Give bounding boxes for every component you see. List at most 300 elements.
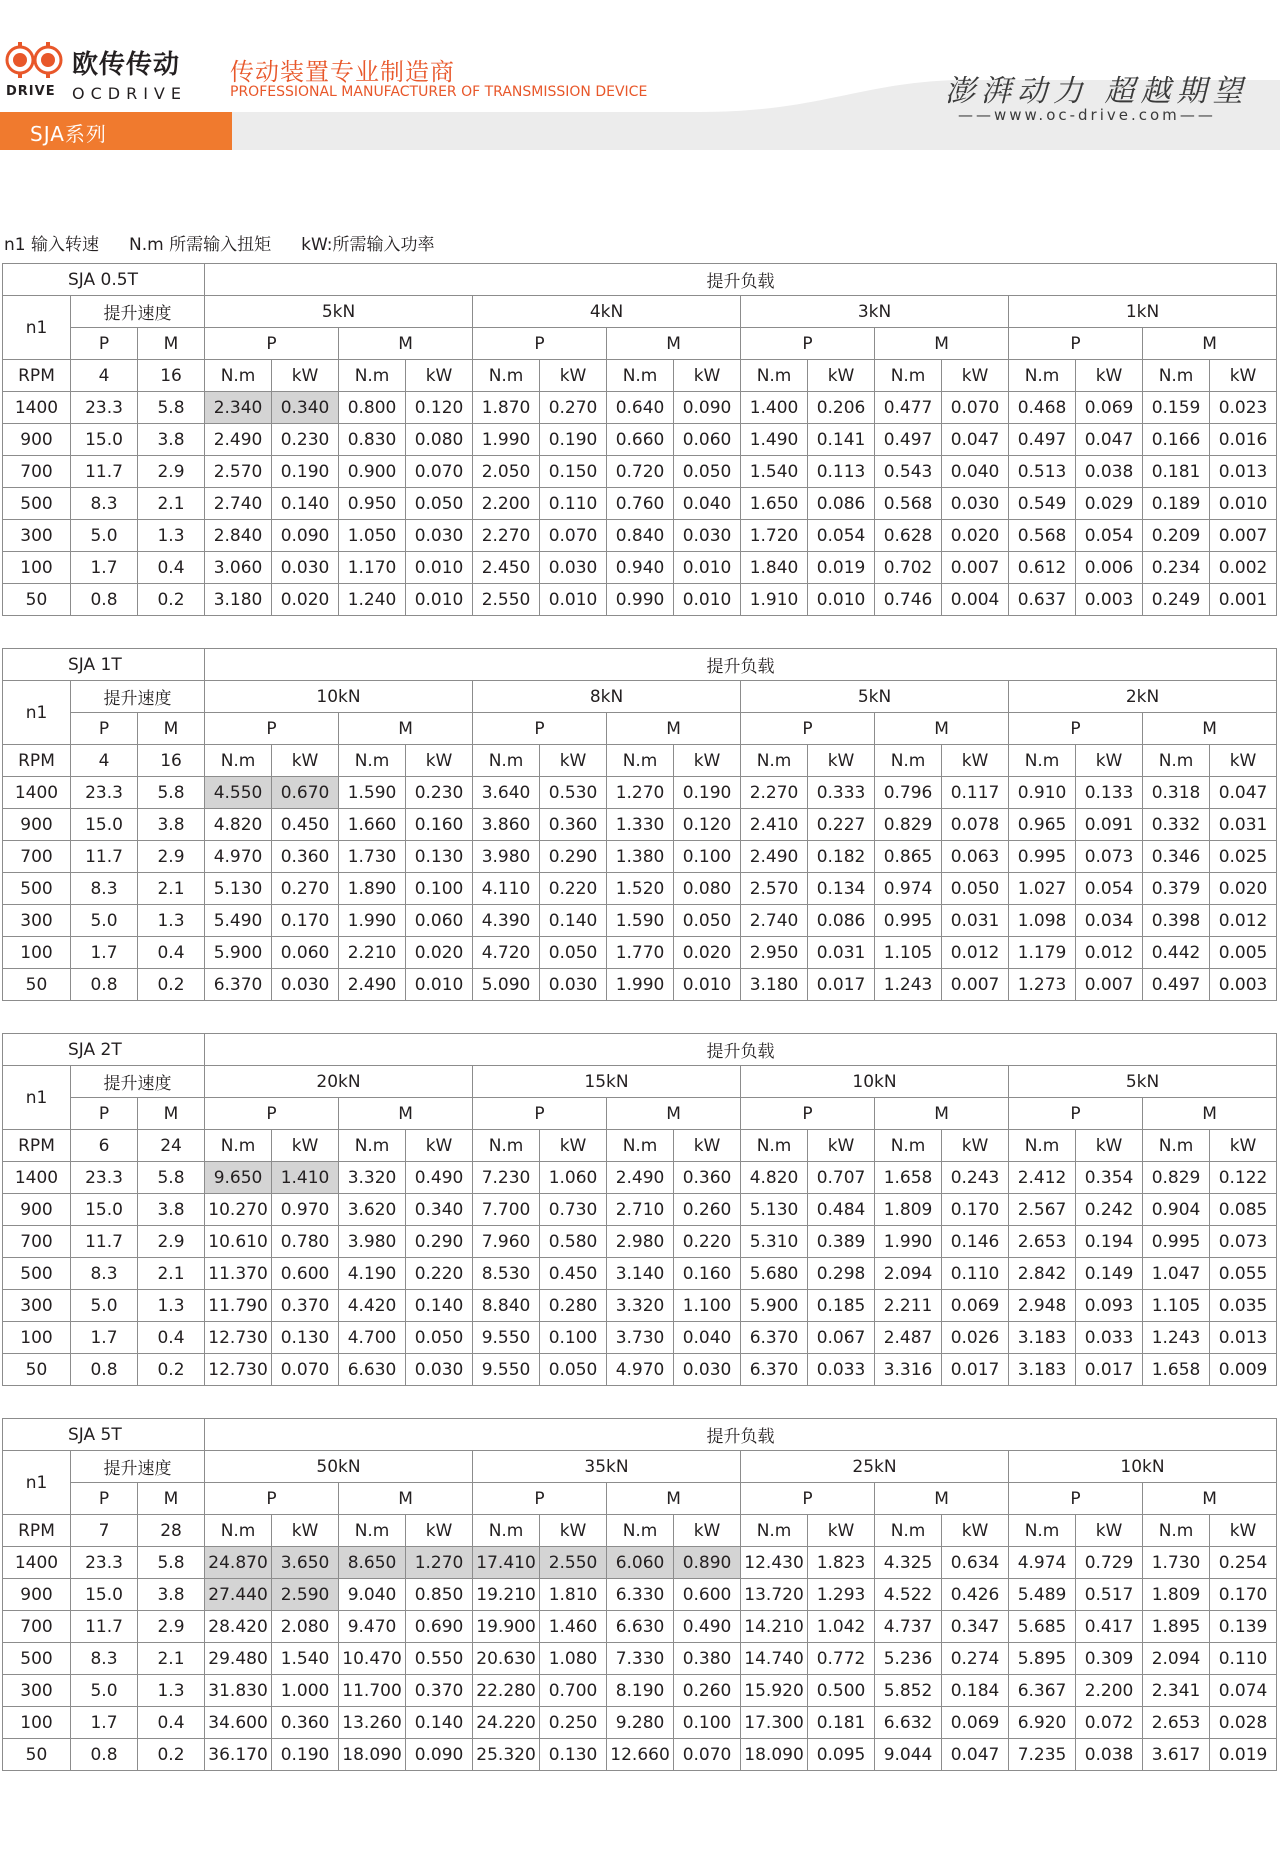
data-cell: 18.090 [741, 1739, 808, 1771]
unit-nm-cell: N.m [205, 1130, 272, 1162]
data-cell: 1.770 [607, 937, 674, 969]
data-cell: 0.110 [540, 488, 607, 520]
table-row [3, 1290, 1277, 1322]
data-cell: 0.170 [942, 1194, 1009, 1226]
data-cell: 0.005 [1210, 937, 1277, 969]
data-cell: 0.702 [875, 552, 942, 584]
data-cell: 3.320 [607, 1290, 674, 1322]
unit-kw-cell: kW [808, 1130, 875, 1162]
p-group-header-cell: P [1009, 713, 1143, 745]
data-cell: 500 [3, 873, 71, 905]
data-cell: 4.700 [339, 1322, 406, 1354]
data-cell: 0.040 [942, 456, 1009, 488]
data-cell: 1.7 [71, 937, 138, 969]
data-cell: 50 [3, 1739, 71, 1771]
data-cell: 4.420 [339, 1290, 406, 1322]
data-cell: 2.490 [205, 424, 272, 456]
data-cell: 0.417 [1076, 1611, 1143, 1643]
data-cell: 2.570 [741, 873, 808, 905]
data-cell: 1.990 [339, 905, 406, 937]
table-row [3, 969, 1277, 1001]
m-group-header-cell: M [875, 1098, 1009, 1130]
data-cell: 1.3 [138, 520, 205, 552]
data-cell: 0.298 [808, 1258, 875, 1290]
table-row [3, 1194, 1277, 1226]
data-cell: 0.182 [808, 841, 875, 873]
data-cell: 0.010 [674, 552, 741, 584]
unit-nm-cell: N.m [741, 1515, 808, 1547]
data-cell: 1.490 [741, 424, 808, 456]
data-cell: 0.185 [808, 1290, 875, 1322]
data-cell: 0.030 [272, 552, 339, 584]
data-cell: 0.490 [674, 1611, 741, 1643]
data-cell: 2.710 [607, 1194, 674, 1226]
data-cell: 2.567 [1009, 1194, 1076, 1226]
data-cell: 1.000 [272, 1675, 339, 1707]
data-cell: 1.7 [71, 552, 138, 584]
data-cell: 0.500 [808, 1675, 875, 1707]
speed-p-header-cell: P [71, 1483, 138, 1515]
unit-kw-cell: kW [942, 745, 1009, 777]
logo-gear-icon [2, 34, 72, 84]
unit-kw-cell: kW [942, 360, 1009, 392]
data-cell: 0.637 [1009, 584, 1076, 616]
data-cell: 0.090 [272, 520, 339, 552]
data-cell: 1.027 [1009, 873, 1076, 905]
data-cell: 0.290 [540, 841, 607, 873]
data-cell: 0.995 [1009, 841, 1076, 873]
data-cell: 2.210 [339, 937, 406, 969]
data-cell: 0.030 [674, 520, 741, 552]
table-row [3, 1739, 1277, 1771]
data-cell: 0.274 [942, 1643, 1009, 1675]
data-cell: 2.490 [607, 1162, 674, 1194]
p-group-header-cell: P [1009, 328, 1143, 360]
data-cell: 14.210 [741, 1611, 808, 1643]
data-cell: 0.830 [339, 424, 406, 456]
ratio-m-cell: 16 [138, 360, 205, 392]
data-cell: 0.243 [942, 1162, 1009, 1194]
unit-nm-cell: N.m [607, 1515, 674, 1547]
data-cell: 0.050 [540, 937, 607, 969]
data-cell: 11.7 [71, 1226, 138, 1258]
legend [4, 230, 464, 255]
data-cell: 0.141 [808, 424, 875, 456]
data-cell: 0.009 [1210, 1354, 1277, 1386]
data-cell: 2.740 [741, 905, 808, 937]
spec-table-3 [2, 1033, 1277, 1386]
data-cell: 3.8 [138, 424, 205, 456]
data-cell: 0.047 [1210, 777, 1277, 809]
data-cell: 0.4 [138, 552, 205, 584]
data-cell: 100 [3, 1322, 71, 1354]
data-cell: 0.450 [540, 1258, 607, 1290]
header-row-units [3, 1515, 1277, 1547]
data-cell: 0.550 [406, 1643, 473, 1675]
data-cell: 5.489 [1009, 1579, 1076, 1611]
data-cell: 0.194 [1076, 1226, 1143, 1258]
m-group-header-cell: M [607, 328, 741, 360]
data-cell: 5.0 [71, 1675, 138, 1707]
data-cell: 0.628 [875, 520, 942, 552]
data-cell: 0.073 [1210, 1226, 1277, 1258]
data-cell: 0.070 [674, 1739, 741, 1771]
data-cell: 0.072 [1076, 1707, 1143, 1739]
data-cell: 0.890 [674, 1547, 741, 1579]
unit-nm-cell: N.m [875, 745, 942, 777]
data-cell: 29.480 [205, 1643, 272, 1675]
p-group-header-cell: P [741, 713, 875, 745]
load-value-cell: 1kN [1009, 296, 1277, 328]
data-cell: 900 [3, 424, 71, 456]
data-cell: 0.426 [942, 1579, 1009, 1611]
data-cell: 0.209 [1143, 520, 1210, 552]
model-cell: SJA 1T [3, 649, 205, 681]
unit-kw-cell: kW [406, 1515, 473, 1547]
m-group-header-cell: M [339, 328, 473, 360]
data-cell: 0.010 [674, 584, 741, 616]
data-cell: 0.796 [875, 777, 942, 809]
m-group-header-cell: M [875, 713, 1009, 745]
unit-kw-cell: kW [1076, 745, 1143, 777]
data-cell: 2.080 [272, 1611, 339, 1643]
data-cell: 0.139 [1210, 1611, 1277, 1643]
header-row-model [3, 649, 1277, 681]
load-value-cell: 25kN [741, 1451, 1009, 1483]
m-group-header-cell: M [1143, 1098, 1277, 1130]
data-cell: 0.017 [1076, 1354, 1143, 1386]
data-cell: 0.389 [808, 1226, 875, 1258]
table-row [3, 1643, 1277, 1675]
data-cell: 5.310 [741, 1226, 808, 1258]
data-cell: 0.100 [674, 1707, 741, 1739]
speed-header-cell: 提升速度 [71, 1451, 205, 1483]
data-cell: 0.060 [272, 937, 339, 969]
data-cell: 0.181 [1143, 456, 1210, 488]
data-cell: 0.260 [674, 1675, 741, 1707]
data-cell: 100 [3, 552, 71, 584]
data-cell: 0.8 [71, 584, 138, 616]
data-cell: 100 [3, 937, 71, 969]
data-cell: 2.950 [741, 937, 808, 969]
m-group-header-cell: M [1143, 713, 1277, 745]
data-cell: 700 [3, 1611, 71, 1643]
data-cell: 0.003 [1210, 969, 1277, 1001]
speed-m-header-cell: M [138, 1483, 205, 1515]
unit-kw-cell: kW [406, 1130, 473, 1162]
data-cell: 0.600 [272, 1258, 339, 1290]
unit-nm-cell: N.m [607, 360, 674, 392]
data-cell: 0.468 [1009, 392, 1076, 424]
data-cell: 700 [3, 456, 71, 488]
data-cell: 1.460 [540, 1611, 607, 1643]
data-cell: 2.570 [205, 456, 272, 488]
data-cell: 1.270 [406, 1547, 473, 1579]
data-cell: 0.054 [1076, 520, 1143, 552]
data-cell: 8.3 [71, 873, 138, 905]
data-cell: 1.520 [607, 873, 674, 905]
m-group-header-cell: M [1143, 1483, 1277, 1515]
model-cell: SJA 0.5T [3, 264, 205, 296]
data-cell: 3.730 [607, 1322, 674, 1354]
data-cell: 2.9 [138, 1226, 205, 1258]
data-cell: 0.100 [540, 1322, 607, 1354]
ratio-p-cell: 4 [71, 745, 138, 777]
speed-m-header-cell: M [138, 713, 205, 745]
data-cell: 2.653 [1009, 1226, 1076, 1258]
data-cell: 0.025 [1210, 841, 1277, 873]
data-cell: 23.3 [71, 392, 138, 424]
data-cell: 0.230 [406, 777, 473, 809]
data-cell: 0.074 [1210, 1675, 1277, 1707]
data-cell: 1.270 [607, 777, 674, 809]
ratio-m-cell: 16 [138, 745, 205, 777]
data-cell: 8.3 [71, 1258, 138, 1290]
data-cell: 1.330 [607, 809, 674, 841]
data-cell: 0.078 [942, 809, 1009, 841]
data-cell: 0.230 [272, 424, 339, 456]
data-cell: 5.8 [138, 1162, 205, 1194]
table-row [3, 1322, 1277, 1354]
data-cell: 2.094 [1143, 1643, 1210, 1675]
data-cell: 0.067 [808, 1322, 875, 1354]
data-cell: 3.8 [138, 809, 205, 841]
data-cell: 0.090 [674, 392, 741, 424]
unit-kw-cell: kW [674, 1515, 741, 1547]
data-cell: 2.9 [138, 1611, 205, 1643]
data-cell: 0.010 [808, 584, 875, 616]
data-cell: 0.113 [808, 456, 875, 488]
p-group-header-cell: P [741, 1098, 875, 1130]
unit-kw-cell: kW [406, 745, 473, 777]
data-cell: 31.830 [205, 1675, 272, 1707]
data-cell: 0.250 [540, 1707, 607, 1739]
slogan-en: PROFESSIONAL MANUFACTURER OF TRANSMISSION DEVICE [230, 84, 648, 100]
header-row-model [3, 1419, 1277, 1451]
rpm-header-cell: RPM [3, 360, 71, 392]
table-row [3, 1354, 1277, 1386]
data-cell: 300 [3, 1290, 71, 1322]
data-cell: 1.080 [540, 1643, 607, 1675]
data-cell: 0.031 [808, 937, 875, 969]
data-cell: 19.900 [473, 1611, 540, 1643]
data-cell: 0.020 [942, 520, 1009, 552]
load-value-cell: 10kN [1009, 1451, 1277, 1483]
data-cell: 3.180 [205, 584, 272, 616]
data-cell: 0.140 [540, 905, 607, 937]
data-cell: 0.380 [674, 1643, 741, 1675]
load-value-cell: 5kN [205, 296, 473, 328]
data-cell: 0.069 [1076, 392, 1143, 424]
website-url[interactable]: www.oc-drive.com [994, 106, 1180, 124]
table-row [3, 937, 1277, 969]
data-cell: 11.370 [205, 1258, 272, 1290]
unit-nm-cell: N.m [1143, 745, 1210, 777]
data-cell: 0.360 [272, 841, 339, 873]
data-cell: 5.852 [875, 1675, 942, 1707]
unit-kw-cell: kW [272, 745, 339, 777]
data-cell: 0.023 [1210, 392, 1277, 424]
data-cell: 9.650 [205, 1162, 272, 1194]
data-cell: 5.8 [138, 1547, 205, 1579]
data-cell: 0.050 [540, 1354, 607, 1386]
data-cell: 0.442 [1143, 937, 1210, 969]
data-cell: 0.612 [1009, 552, 1076, 584]
load-value-cell: 15kN [473, 1066, 741, 1098]
data-cell: 0.4 [138, 1322, 205, 1354]
table-row [3, 809, 1277, 841]
data-cell: 3.060 [205, 552, 272, 584]
data-cell: 11.790 [205, 1290, 272, 1322]
data-cell: 0.398 [1143, 905, 1210, 937]
speed-p-header-cell: P [71, 1098, 138, 1130]
data-cell: 5.236 [875, 1643, 942, 1675]
data-cell: 1.400 [741, 392, 808, 424]
data-cell: 9.550 [473, 1322, 540, 1354]
data-cell: 2.1 [138, 873, 205, 905]
data-cell: 0.090 [406, 1739, 473, 1771]
data-cell: 0.190 [540, 424, 607, 456]
table-row [3, 1611, 1277, 1643]
n1-header-cell: n1 [3, 1066, 71, 1130]
data-cell: 1.243 [875, 969, 942, 1001]
p-group-header-cell: P [473, 713, 607, 745]
data-cell: 2.948 [1009, 1290, 1076, 1322]
spec-table-1 [2, 263, 1277, 616]
data-cell: 1.870 [473, 392, 540, 424]
data-cell: 1.590 [339, 777, 406, 809]
data-cell: 0.040 [674, 1322, 741, 1354]
data-cell: 0.160 [674, 1258, 741, 1290]
data-cell: 6.330 [607, 1579, 674, 1611]
header-row-units [3, 745, 1277, 777]
data-cell: 0.170 [272, 905, 339, 937]
load-value-cell: 5kN [741, 681, 1009, 713]
m-group-header-cell: M [607, 1483, 741, 1515]
data-cell: 1.240 [339, 584, 406, 616]
load-value-cell: 10kN [205, 681, 473, 713]
data-cell: 6.630 [339, 1354, 406, 1386]
table-row [3, 1258, 1277, 1290]
unit-nm-cell: N.m [741, 1130, 808, 1162]
data-cell: 0.280 [540, 1290, 607, 1322]
data-cell: 0.333 [808, 777, 875, 809]
header-row-units [3, 1130, 1277, 1162]
data-cell: 0.690 [406, 1611, 473, 1643]
data-cell: 4.737 [875, 1611, 942, 1643]
unit-nm-cell: N.m [205, 1515, 272, 1547]
data-cell: 0.865 [875, 841, 942, 873]
data-cell: 0.950 [339, 488, 406, 520]
data-cell: 0.513 [1009, 456, 1076, 488]
data-cell: 0.2 [138, 1354, 205, 1386]
data-cell: 15.920 [741, 1675, 808, 1707]
data-cell: 0.940 [607, 552, 674, 584]
data-cell: 300 [3, 905, 71, 937]
data-cell: 2.200 [1076, 1675, 1143, 1707]
data-cell: 0.033 [1076, 1322, 1143, 1354]
data-cell: 5.900 [741, 1290, 808, 1322]
data-cell: 0.772 [808, 1643, 875, 1675]
data-cell: 0.122 [1210, 1162, 1277, 1194]
data-cell: 0.270 [272, 873, 339, 905]
header-row-pm [3, 1098, 1277, 1130]
table-row [3, 456, 1277, 488]
unit-kw-cell: kW [1210, 360, 1277, 392]
data-cell: 1.410 [272, 1162, 339, 1194]
unit-nm-cell: N.m [339, 1130, 406, 1162]
data-cell: 0.254 [1210, 1547, 1277, 1579]
speed-header-cell: 提升速度 [71, 296, 205, 328]
data-cell: 0.490 [406, 1162, 473, 1194]
spec-table-4 [2, 1418, 1277, 1771]
data-cell: 1.7 [71, 1707, 138, 1739]
data-cell: 1.809 [875, 1194, 942, 1226]
data-cell: 4.390 [473, 905, 540, 937]
p-group-header-cell: P [1009, 1483, 1143, 1515]
data-cell: 3.620 [339, 1194, 406, 1226]
logo-en-left: DRIVE [6, 84, 56, 99]
data-cell: 0.133 [1076, 777, 1143, 809]
data-cell: 0.580 [540, 1226, 607, 1258]
unit-nm-cell: N.m [339, 1515, 406, 1547]
data-cell: 3.8 [138, 1579, 205, 1611]
data-cell: 0.904 [1143, 1194, 1210, 1226]
data-cell: 0.031 [1210, 809, 1277, 841]
data-cell: 0.060 [406, 905, 473, 937]
data-cell: 28.420 [205, 1611, 272, 1643]
tagline: 澎湃动力 超越期望 [945, 74, 1249, 109]
data-cell: 0.019 [1210, 1739, 1277, 1771]
data-cell: 6.060 [607, 1547, 674, 1579]
data-cell: 6.920 [1009, 1707, 1076, 1739]
data-cell: 0.030 [540, 969, 607, 1001]
website-dash-right: —— [1179, 106, 1216, 124]
n1-header-cell: n1 [3, 296, 71, 360]
data-cell: 6.367 [1009, 1675, 1076, 1707]
data-cell: 4.325 [875, 1547, 942, 1579]
data-cell: 3.650 [272, 1547, 339, 1579]
data-cell: 0.091 [1076, 809, 1143, 841]
data-cell: 17.410 [473, 1547, 540, 1579]
model-cell: SJA 2T [3, 1034, 205, 1066]
data-cell: 0.060 [674, 424, 741, 456]
p-group-header-cell: P [473, 328, 607, 360]
series-label: SJA系列 [30, 122, 107, 146]
data-cell: 0.965 [1009, 809, 1076, 841]
data-cell: 0.146 [942, 1226, 1009, 1258]
data-cell: 0.004 [942, 584, 1009, 616]
data-cell: 0.070 [540, 520, 607, 552]
data-cell: 0.140 [406, 1290, 473, 1322]
data-cell: 1.990 [875, 1226, 942, 1258]
data-cell: 8.3 [71, 488, 138, 520]
unit-nm-cell: N.m [875, 1515, 942, 1547]
unit-nm-cell: N.m [741, 745, 808, 777]
data-cell: 0.354 [1076, 1162, 1143, 1194]
data-cell: 0.007 [942, 969, 1009, 1001]
data-cell: 5.130 [741, 1194, 808, 1226]
ratio-m-cell: 24 [138, 1130, 205, 1162]
data-cell: 0.340 [406, 1194, 473, 1226]
table-row [3, 1547, 1277, 1579]
data-cell: 0.050 [674, 905, 741, 937]
data-cell: 0.033 [808, 1354, 875, 1386]
data-cell: 0.120 [674, 809, 741, 841]
data-cell: 0.477 [875, 392, 942, 424]
unit-kw-cell: kW [1210, 1515, 1277, 1547]
data-cell: 3.617 [1143, 1739, 1210, 1771]
